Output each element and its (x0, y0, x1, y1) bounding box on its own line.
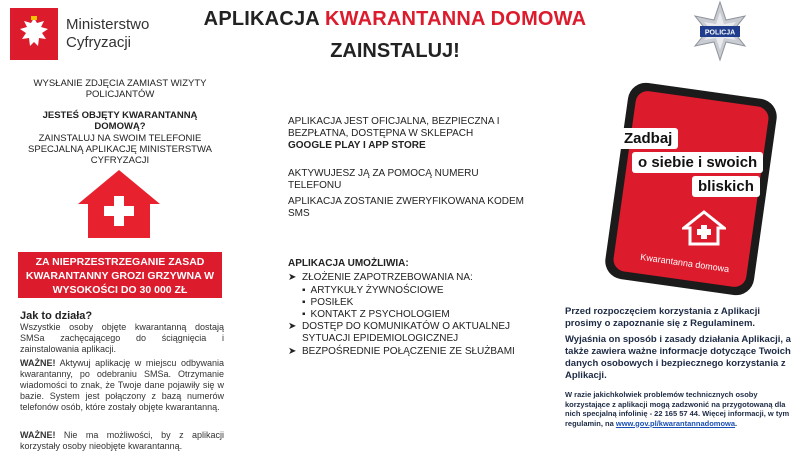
arrow-bullet-icon: ➤ (288, 321, 297, 332)
verification-text: APLIKACJA ZOSTANIE ZWERYFIKOWANA KODEM SMS (288, 196, 524, 219)
quarantine-question: JESTEŚ OBJĘTY KWARANTANNĄ DOMOWĄ? (42, 110, 198, 132)
how-paragraph-3: WAŻNE! Nie ma możliwości, by z aplikacji korzystały osoby nieobjęte kwarantanną. (20, 430, 224, 451)
headline-line-2: o siebie i swoich (632, 152, 763, 173)
list-item: ➤ DOSTĘP DO KOMUNIKATÓW O AKTUALNEJ SYTUACJI EPIDEMIOLOGICZNEJ (288, 321, 510, 344)
fine-warning-banner: ZA NIEPRZESTRZEGANIE ZASAD KWARANTANNY GROZI GRZYWNA W WYSOKOŚCI DO 30 000 ZŁ (18, 252, 222, 298)
gov-website-link[interactable]: www.gov.pl/kwarantannadomowa (615, 418, 736, 428)
terms-notice: Przed rozpoczęciem korzystania z Aplikacji prosimy o zapoznanie się z Regulaminem. (565, 306, 760, 329)
how-it-works-heading: Jak to działa? (20, 310, 93, 322)
list-subitem: ▪ POSIŁEK (302, 297, 354, 308)
square-bullet-icon: ▪ (302, 309, 306, 320)
photo-note: WYSŁANIE ZDJĘCIA ZAMIAST WIZYTY POLICJANTÓW (33, 78, 207, 100)
how-paragraph-1: Wszystkie osoby objęte kwarantanną dostają SMSa zachęcającego do ściągnięcia i zainstalowania aplikacji. (20, 322, 224, 354)
list-subitem: ▪ KONTAKT Z PSYCHOLOGIEM (302, 309, 450, 320)
features-heading: APLIKACJA UMOŻLIWIA: (288, 258, 409, 269)
headline-line-3: bliskich (692, 176, 760, 197)
arrow-bullet-icon: ➤ (288, 346, 297, 357)
square-bullet-icon: ▪ (302, 285, 306, 296)
helpline-info: W razie jakichkolwiek problemów technicznych osoby korzystające z aplikacji mogą zadzwonić na przygotowaną dla nich specjalną infolinię - 22 165 57 44. Więcej informacji, w tym regulamin, na www.gov.pl/kwarantannadomowa. (565, 390, 790, 428)
arrow-bullet-icon: ➤ (288, 272, 297, 283)
ministry-name: Ministerstwo Cyfryzacji (66, 16, 150, 51)
home-cross-icon (76, 168, 162, 240)
phone-headline (614, 128, 784, 200)
square-bullet-icon: ▪ (302, 297, 306, 308)
how-paragraph-2: WAŻNE! Aktywuj aplikację w miejscu odbywania kwarantanny, po odebraniu SMSa. Otrzymanie wiadomości to znak, że Twoje dane pojawiły się w bazie. System jest połączony z bazą numerów telefonów osób, które zostały objęte kwarantanną. (20, 358, 224, 412)
police-label: POLICJA (704, 29, 736, 37)
ministry-logo (10, 8, 170, 60)
activation-text: AKTYWUJESZ JĄ ZA POMOCĄ NUMERU TELEFONU (288, 168, 479, 191)
stores-text: GOOGLE PLAY I APP STORE (288, 140, 426, 151)
police-star-icon (688, 0, 752, 62)
page-title: APLIKACJA KWARANTANNA DOMOWA (203, 8, 587, 30)
list-item: ➤ ZŁOŻENIE ZAPOTRZEBOWANIA NA: (288, 272, 473, 283)
terms-explanation: Wyjaśnia on sposób i zasady działania Aplikacji, a także zawiera ważne informacje dotyczące Twoich danych osobowych i bezpiecznego korzystania z Aplikacji. (565, 334, 791, 381)
headline-line-1: Zadbaj (618, 128, 678, 149)
official-app-text: APLIKACJA JEST OFICJALNA, BEZPIECZNA I BEZPŁATNA, DOSTĘPNA W SKLEPACH GOOGLE PLAY I APP STORE (288, 116, 528, 152)
features-list (288, 272, 528, 359)
eagle-emblem-icon (10, 8, 58, 60)
install-heading: ZAINSTALUJ! (330, 40, 460, 62)
list-subitem: ▪ ARTYKUŁY ŻYWNOŚCIOWE (302, 285, 444, 296)
list-item: ➤ BEZPOŚREDNIE POŁĄCZENIE ZE SŁUŻBAMI (288, 346, 515, 357)
install-instruction: ZAINSTALUJ NA SWOIM TELEFONIE SPECJALNĄ APLIKACJĘ MINISTERSTWA CYFRYZACJI (28, 133, 212, 166)
house-cross-icon (682, 210, 726, 246)
phone-app-name: Kwarantanna domowa (639, 251, 730, 275)
